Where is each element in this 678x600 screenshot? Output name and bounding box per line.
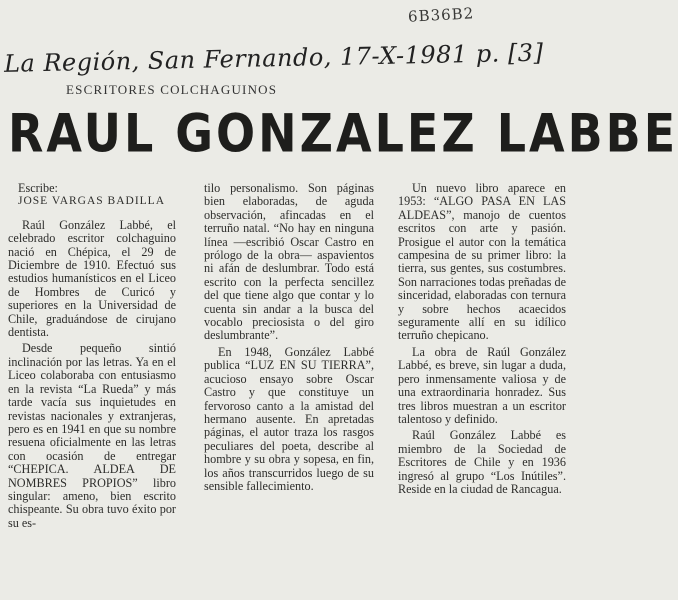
paragraph: tilo personalismo. Son páginas bien elaboradas, de aguda observación, afincadas en el terruño natal. “No hay en ninguna línea —escribió Oscar Castro en prólogo de la obra— aspavientos ni afán de deslumbrar. Todo está escrito con la perfecta sencillez del que tiene algo que contar y lo cuenta sin andar a la busca del vocablo preciosista o del giro deslumbrante”. (204, 181, 374, 343)
paragraph: Raúl González Labbé es miembro de la Sociedad de Escritores de Chile y en 1936 ingresó al grupo “Los Inútiles”. Reside en la ciudad de Rancagua. (398, 428, 566, 496)
section-header: ESCRITORES COLCHAGUINOS (66, 82, 278, 97)
article-headline: RAUL GONZALEZ LABBE (8, 102, 678, 165)
handwritten-source-note: La Región, San Fernando, 17-X-1981 p. [3] (3, 38, 544, 78)
paragraph: Un nuevo libro aparece en 1953: “ALGO PASA EN LAS ALDEAS”, manojo de cuentos escritos con arte y pasión. Prosigue el autor con la temática campesina de su primer libro: la tierra, sus gentes, sus costumbres. Son narraciones todas preñadas de sinceridad, elaboradas con ternura y sobre hechos acaecidos seguramente allí en su idílico terruño chepicano. (398, 181, 566, 343)
archive-number: 6B36B2 (407, 4, 475, 26)
paragraph: En 1948, González Labbé publica “LUZ EN SU TIERRA”, acucioso ensayo sobre Oscar Castro y que constituye un fervoroso canto a la amistad del hermano ausente. En apretadas páginas, el autor traza los rasgos peculiares del poeta, describe al hombre y su obra y sopesa, en fin, los años transcurridos luego de su sensible fallecimiento. (204, 344, 374, 493)
article-column-1 (8, 182, 176, 533)
byline-author: JOSE VARGAS BADILLA (18, 195, 166, 208)
paragraph: Desde pequeño sintió inclinación por las letras. Ya en el Liceo colaboraba con entusiasmo en la revista “La Rueda” y más tarde vacía sus inquietudes en revistas nacionales y extranjeras, pero es en 1941 en que su nombre resuena oficialmente en las letras con ocasión de entregar “CHEPICA. ALDEA DE NOMBRES PROPIOS” libro singular: ameno, bien escrito chispeante. Su obra tuvo éxito por su es- (8, 341, 176, 530)
byline-label: Escribe: (18, 181, 58, 195)
paragraph: Raúl González Labbé, el celebrado escritor colchaguino nació en Chépica, el 29 de Diciembre de 1910. Efectuó sus estudios humanísticos en el Liceo de Hombres de Curicó y superiores en la Universidad de Chile, graduándose de cirujano dentista. (8, 217, 176, 340)
article-column-2 (204, 182, 374, 496)
paragraph: La obra de Raúl González Labbé, es breve, sin lugar a duda, pero inmensamente valiosa y de una extraordinaria honradez. Sus tres libros muestran a un escritor talentoso y definido. (398, 344, 566, 426)
article-column-3 (398, 182, 566, 499)
